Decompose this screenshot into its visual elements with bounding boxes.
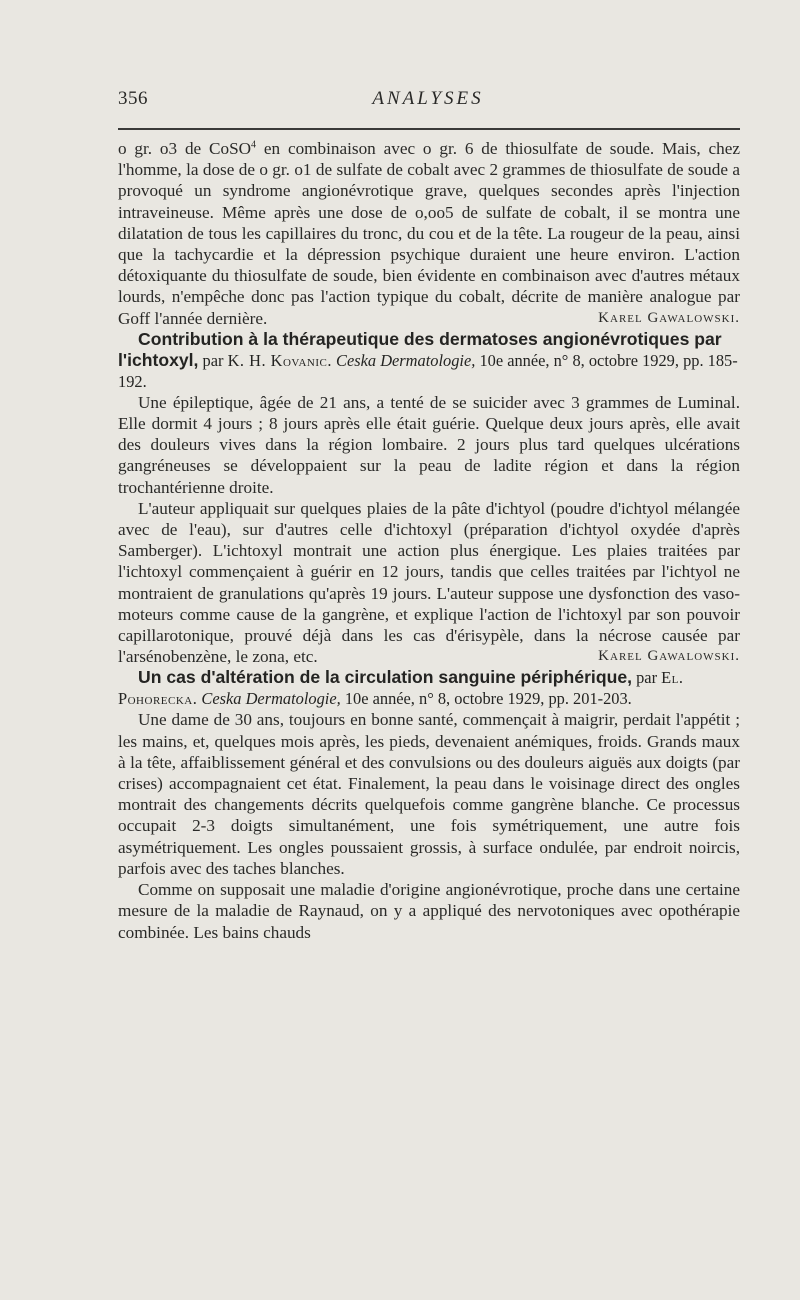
intro-signature: Karel Gawalowski. (598, 309, 740, 326)
page-number: 356 (118, 88, 148, 109)
article2-title: Un cas d'altération de la circulation sanguine périphérique, (138, 667, 632, 688)
article1-journal: Ceska Dermatologie, (331, 350, 476, 370)
article2-heading: Un cas d'altération de la circulation sanguine périphérique, par El. Pohorecka. Ceska Dermatologie, 10e année, n° 8, octobre 1929, pp. 201-203. (118, 667, 684, 709)
article1-ref: 10e année, n° 8, octobre 1929, pp. 185-192. (118, 350, 738, 391)
header-rule (118, 128, 740, 130)
article1-heading: Contribution à la thérapeutique des dermatoses angionévrotiques par l'ichtoxyl, par K. H. Kovanic. Ceska Dermatologie, 10e année, n° 8, octobre 1929, pp. 185-192. (118, 328, 738, 391)
article2-paragraph: Une dame de 30 ans, toujours en bonne santé, commençait à maigrir, perdait l'appétit ; les mains, et, quelques mois après, les pieds, devenaient anémiques, froids. Grands maux à la tête, affaiblissement général et des convulsions ou des douleurs aiguës aux doigts (par crises) accompagnaient cet état. Finalement, la peau dans le voisinage direct des ongles montrait des changements décrits quelquefois comme gangrène blanche. Ce processus occupait 2-3 doigts simultanément, une fois symétriquement, une autre fois asymétriquement. Les ongles poussaient grossis, à surface ondulée, par endroit noircis, parfois avec des taches blanches. (118, 710, 740, 878)
article1-signature: Karel Gawalowski. (598, 648, 740, 665)
page-body (118, 138, 740, 943)
article2-paragraph: Comme on supposait une maladie d'origine angionévrotique, proche dans une certaine mesure de la maladie de Raynaud, on y a appliqué des nervotoniques avec opothérapie combinée. Les bains chauds (118, 880, 740, 942)
article1-paragraph: Une épileptique, âgée de 21 ans, a tenté de se suicider avec 3 grammes de Luminal. Elle dormit 4 jours ; 8 jours après elle était guérie. Quelque deux jours après, elle avait des douleurs vives dans la région lombaire. 2 jours plus tard quelques ulcérations gangréneuses se développaient sur la peau de ladite région et dans la région trochantérienne droite. (118, 392, 740, 497)
intro-paragraph: o gr. o3 de CoSO$^4$ en combinaison avec o gr. 6 de thiosulfate de soude. Mais, chez l'homme, la dose de o gr. o1 de sulfate de cobalt avec 2 grammes de thiosulfate de soude a provoqué un syndrome angionévrotique grave, quelques secondes après l'injection intraveineuse. Même après une dose de o,oo5 de sulfate de cobalt, il se montra une dilatation de tous les capillaires du tronc, du cou et de la tête. La rougeur de la peau, ainsi que la tachycardie et la dépression psychique duraient une heure environ. L'action détoxiquante du thiosulfate de soude, bien évidente en combinaison avec d'autres métaux lourds, n'empêche donc pas l'action typique du cobalt, décrite de manière analogue par Goff l'année dernière. (118, 139, 740, 328)
article2-author: El. Pohorecka. (118, 668, 684, 709)
article2-ref: 10e année, n° 8, octobre 1929, pp. 201-203. (340, 689, 632, 709)
article1-author: K. H. Kovanic. (227, 350, 332, 370)
article2-journal: Ceska Dermatologie, (197, 689, 341, 709)
page-header (118, 88, 738, 116)
article1-title: Contribution à la thérapeutique des dermatoses angionévrotiques par l'ichtoxyl, (118, 328, 722, 370)
article1-paragraph: L'auteur appliquait sur quelques plaies de la pâte d'ichtyol (poudre d'ichtyol mélangée avec de l'eau), sur d'autres celle d'ichtoxyl (préparation d'ichtyol oxydée d'après Samberger). L'ichtoxyl montrait une action plus énergique. Les plaies traitées par l'ichtoxyl commençaient à guérir en 12 jours, tandis que celles traitées par l'ichtyol ne montraient de granulations qu'après 19 jours. L'auteur suppose une dysfonction des vaso-moteurs comme cause de la gangrène, et explique l'action de l'ichtoxyl par son pouvoir capillarotonique, prouvé déjà dans les cas d'érisypèle, dans la nécrose causée par l'arsénobenzène, le zona, etc. (118, 498, 740, 667)
running-title: ANALYSES (372, 88, 484, 109)
